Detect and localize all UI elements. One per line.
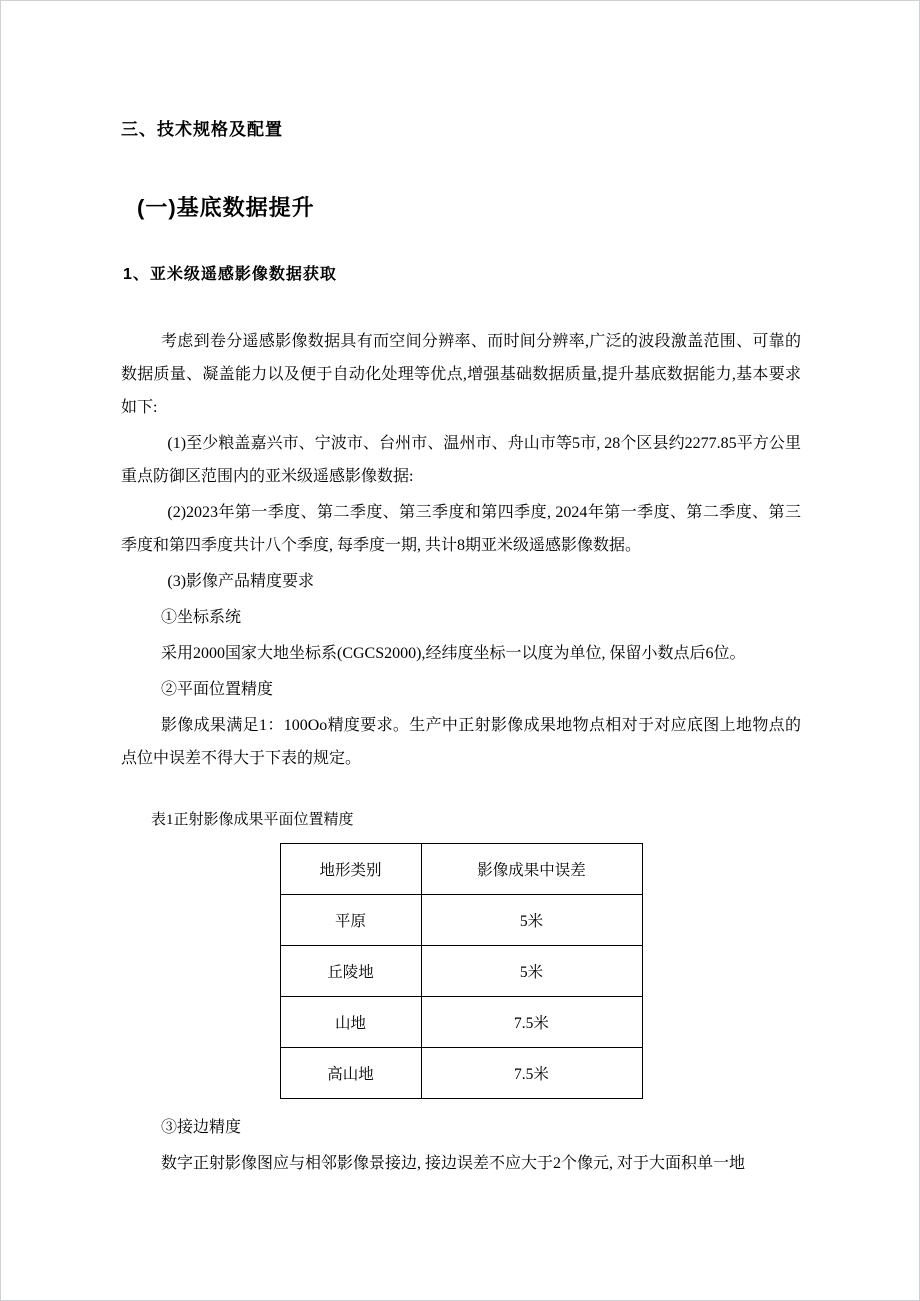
paragraph-item-1: (1)至少粮盖嘉兴市、宁波市、台州市、温州市、舟山市等5市, 28个区县约2277.85平方公里重点防御区范围内的亚米级遥感影像数据:	[121, 435, 801, 485]
table-cell-terrain: 丘陵地	[280, 946, 421, 997]
paragraph-edge-detail: 数字正射影像图应与相邻影像景接边, 接边误差不应大于2个像元, 对于大面积单一地	[161, 1155, 746, 1172]
table-cell-terrain: 高山地	[280, 1048, 421, 1099]
table-cell-error: 7.5米	[421, 1048, 642, 1099]
item-heading: 1、亚米级遥感影像数据获取	[123, 266, 337, 283]
table-row	[280, 997, 642, 1048]
subsection-heading: (一)基底数据提升	[137, 195, 315, 220]
paragraph-coordinate-system: ①坐标系统	[161, 609, 242, 626]
paragraph-item-3: (3)影像产品精度要求	[167, 573, 315, 590]
paragraph-overview: 考虑到卷分遥感影像数据具有而空间分辨率、而时间分辨率,广泛的波段激盖范围、可靠的数据质量、凝盖能力以及便于自动化处理等优点,增强基础数据质量,提升基底数据能力,基本要求如下:	[121, 333, 801, 416]
paragraph-edge-precision: ③接边精度	[161, 1119, 242, 1136]
table-caption: 表1正射影像成果平面位置精度	[151, 812, 354, 828]
table-cell-error: 5米	[421, 895, 642, 946]
table-row	[280, 946, 642, 997]
paragraph-item-2: (2)2023年第一季度、第二季度、第三季度和第四季度, 2024年第一季度、第二季度、第三季度和第四季度共计八个季度, 每季度一期, 共计8期亚米级遥感影像数据。	[121, 504, 801, 554]
section-heading: 三、技术规格及配置	[121, 120, 283, 139]
table-cell-terrain: 平原	[280, 895, 421, 946]
table-cell-error: 5米	[421, 946, 642, 997]
table-row	[280, 895, 642, 946]
table-cell-terrain: 山地	[280, 997, 421, 1048]
table-header-terrain: 地形类别	[280, 844, 421, 895]
table-row	[280, 1048, 642, 1099]
table-header-row	[280, 844, 642, 895]
table-cell-error: 7.5米	[421, 997, 642, 1048]
paragraph-coordinate-detail: 采用2000国家大地坐标系(CGCS2000),经纬度坐标一以度为单位, 保留小数点后6位。	[161, 645, 746, 662]
precision-table	[280, 843, 643, 1099]
paragraph-plane-detail: 影像成果满足1：100Oo精度要求。生产中正射影像成果地物点相对于对应底图上地物点的点位中误差不得大于下表的规定。	[121, 717, 801, 767]
paragraph-plane-precision: ②平面位置精度	[161, 681, 274, 698]
table-header-error: 影像成果中误差	[421, 844, 642, 895]
